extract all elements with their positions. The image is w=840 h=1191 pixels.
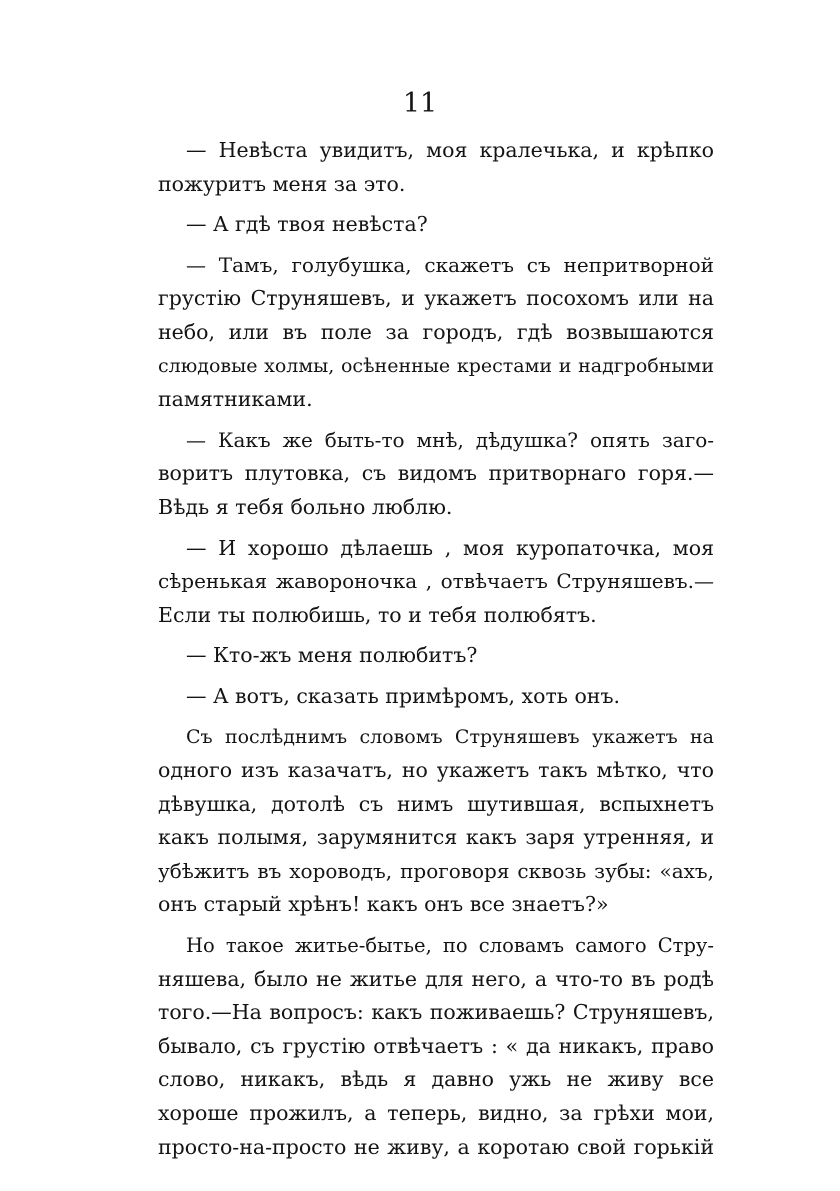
paragraph [158,134,714,201]
text-line: онъ старый хрѣнъ! какъ онъ все знаетъ?» [158,892,609,917]
paragraph [158,680,714,714]
text-line: воритъ плутовка, съ видомъ притворнаго горя.— [158,461,714,486]
text-line: — Какъ же быть-то мнѣ, дѣдушка? опять заго- [186,427,714,452]
text-line: убѣжитъ въ хороводъ, проговоря сквозь зубы: «ахъ, [158,858,714,883]
text-line: какъ полымя, зарумянится какъ заря утренняя, и [158,825,714,850]
text-line: — А вотъ, сказать примѣромъ, хоть онъ. [186,683,621,708]
paragraph [158,532,714,633]
text-line: няшева, было не житье для него, а что-то въ родѣ [158,966,714,991]
paragraph [158,249,714,417]
text-line: слово, никакъ, вѣдь я давно ужь не живу все [158,1067,714,1092]
text-line: — Невѣста увидитъ, моя кралечька, и крѣпко [186,138,714,162]
text-line: Если ты полюбишь, то и тебя полюбятъ. [158,602,597,627]
text-line: — И хорошо дѣлаешь , моя куропаточка, моя [186,535,714,560]
text-line: хороше прожилъ, а теперь, видно, за грѣхи мои, [158,1101,714,1126]
paragraph [158,639,714,673]
text-line: — Кто-жъ меня полюбитъ? [186,643,478,668]
text-line: Съ послѣднимъ словомъ Струняшевъ укажетъ на [186,725,714,748]
text-line: грустію Струняшевъ, и укажетъ посохомъ или на [158,286,714,311]
paragraph [158,929,714,1164]
text-line: одного изъ казачатъ, но укажетъ такъ мѣтко, что [158,758,714,783]
text-line: памятниками. [158,387,313,412]
text-line: дѣвушка, дотолѣ съ нимъ шутившая, вспыхнетъ [158,791,714,816]
text-line: пожуритъ меня за это. [158,171,406,196]
text-line: — Тамъ, голубушка, скажетъ съ непритворной [186,252,714,277]
text-line: Вѣдь я тебя больно люблю. [158,494,453,519]
text-line: — А гдѣ твоя невѣста? [186,212,428,237]
text-line: слюдовые холмы, осѣненные крестами и надгробными [158,354,714,377]
paragraph [158,721,714,923]
paragraph [158,424,714,525]
text-line: просто-на-просто не живу, а коротаю свой горькій [158,1134,714,1159]
body-text [158,134,714,1171]
text-line: бывало, съ грустію отвѣчаетъ : « да никакъ, право [158,1033,714,1058]
text-line: Но такое житье-бытье, по словамъ самого Стру- [186,934,714,958]
text-line: небо, или въ поле за городъ, гдѣ возвышаются [158,319,714,344]
text-line: сѣренькая жавороночка , отвѣчаетъ Струняшевъ.— [158,569,714,594]
page-number: 11 [402,88,438,119]
text-line: того.—На вопросъ: какъ поживаешь? Струняшевъ, [158,1000,714,1025]
paragraph [158,208,714,242]
